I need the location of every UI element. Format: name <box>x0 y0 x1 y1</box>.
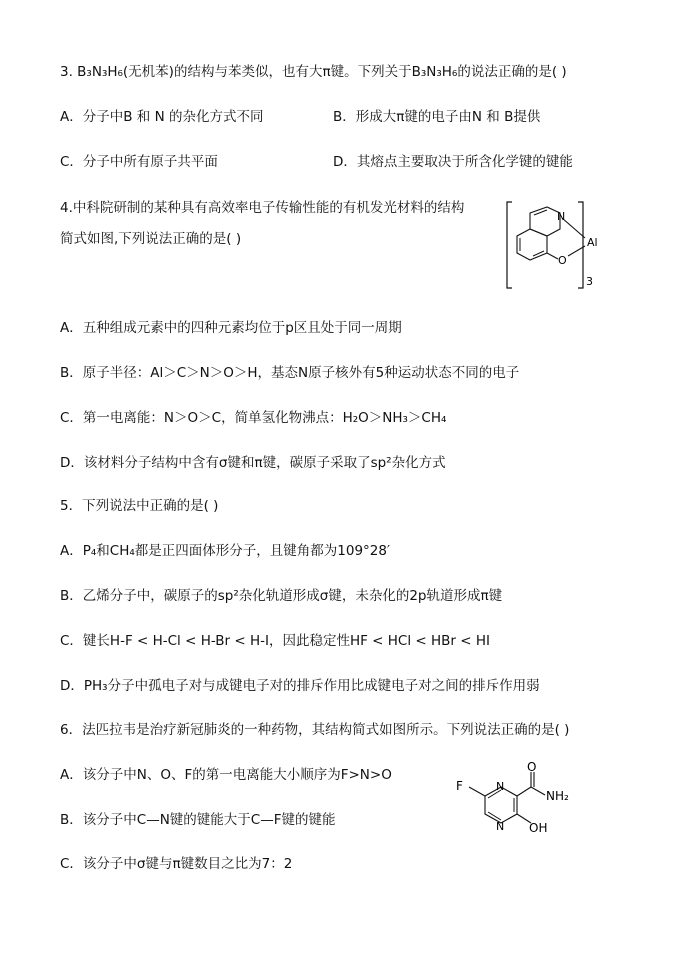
q4-o-label: O <box>558 254 567 267</box>
q6-n2-label: N <box>496 820 505 833</box>
q6-option-a: A．该分子中N、O、F的第一电离能大小顺序为F>N>O <box>60 767 392 783</box>
q4-option-a: A．五种组成元素中的四种元素均位于p区且处于同一周期 <box>60 320 402 336</box>
q6-option-c: C．该分子中σ键与π键数目之比为7：2 <box>60 856 293 872</box>
q6-o-label: O <box>527 762 537 774</box>
q6-stem: 6．法匹拉韦是治疗新冠肺炎的一种药物，其结构简式如图所示。下列说法正确的是( ) <box>60 722 570 738</box>
q4-structure <box>500 196 650 296</box>
q5-option-c: C．键长H-F < H-Cl < H-Br < H-I，因此稳定性HF < HCl < HBr < HI <box>60 633 490 649</box>
q3-option-c: C．分子中所有原子共平面 <box>60 154 218 170</box>
q6-f-label: F <box>456 779 463 793</box>
q4-stem-line1: 4.中科院研制的某种具有高效率电子传输性能的有机发光材料的结构 <box>60 200 465 216</box>
q4-stem-line2: 简式如图,下列说法正确的是( ) <box>60 231 242 247</box>
q5-option-d: D．PH₃分子中孤电子对与成键电子对的排斥作用比成键电子对之间的排斥作用弱 <box>60 678 540 694</box>
q4-option-c: C．第一电离能：N＞O＞C，简单氢化物沸点：H₂O＞NH₃＞CH₄ <box>60 410 447 426</box>
q6-nh2-label: NH₂ <box>546 789 569 803</box>
q4-subscript: 3 <box>586 275 593 288</box>
q5-option-a: A．P₄和CH₄都是正四面体形分子，且键角都为109°28′ <box>60 543 391 559</box>
q6-structure <box>445 762 585 852</box>
q4-n-label: N <box>557 210 566 223</box>
q3-option-a: A．分子中B 和 N 的杂化方式不同 <box>60 109 264 125</box>
q3-option-d: D．其熔点主要取决于所含化学键的键能 <box>333 154 573 170</box>
q5-option-b: B．乙烯分子中，碳原子的sp²杂化轨道形成σ键，未杂化的2p轨道形成π键 <box>60 588 503 604</box>
q3-option-b: B．形成大π键的电子由N 和 B提供 <box>333 109 541 125</box>
q5-stem: 5．下列说法中正确的是( ) <box>60 498 219 514</box>
q4-al-label: Al <box>587 236 598 249</box>
q6-option-b: B．该分子中C—N键的键能大于C—F键的键能 <box>60 812 336 828</box>
q6-n1-label: N <box>496 780 505 793</box>
q4-option-b: B．原子半径：Al＞C＞N＞O＞H，基态N原子核外有5种运动状态不同的电子 <box>60 365 520 381</box>
q6-oh-label: OH <box>529 821 548 835</box>
q3-stem: 3. B₃N₃H₆(无机苯)的结构与苯类似，也有大π键。下列关于B₃N₃H₆的说法正确的是( ) <box>60 64 567 80</box>
q4-option-d: D．该材料分子结构中含有σ键和π键，碳原子采取了sp²杂化方式 <box>60 455 446 471</box>
